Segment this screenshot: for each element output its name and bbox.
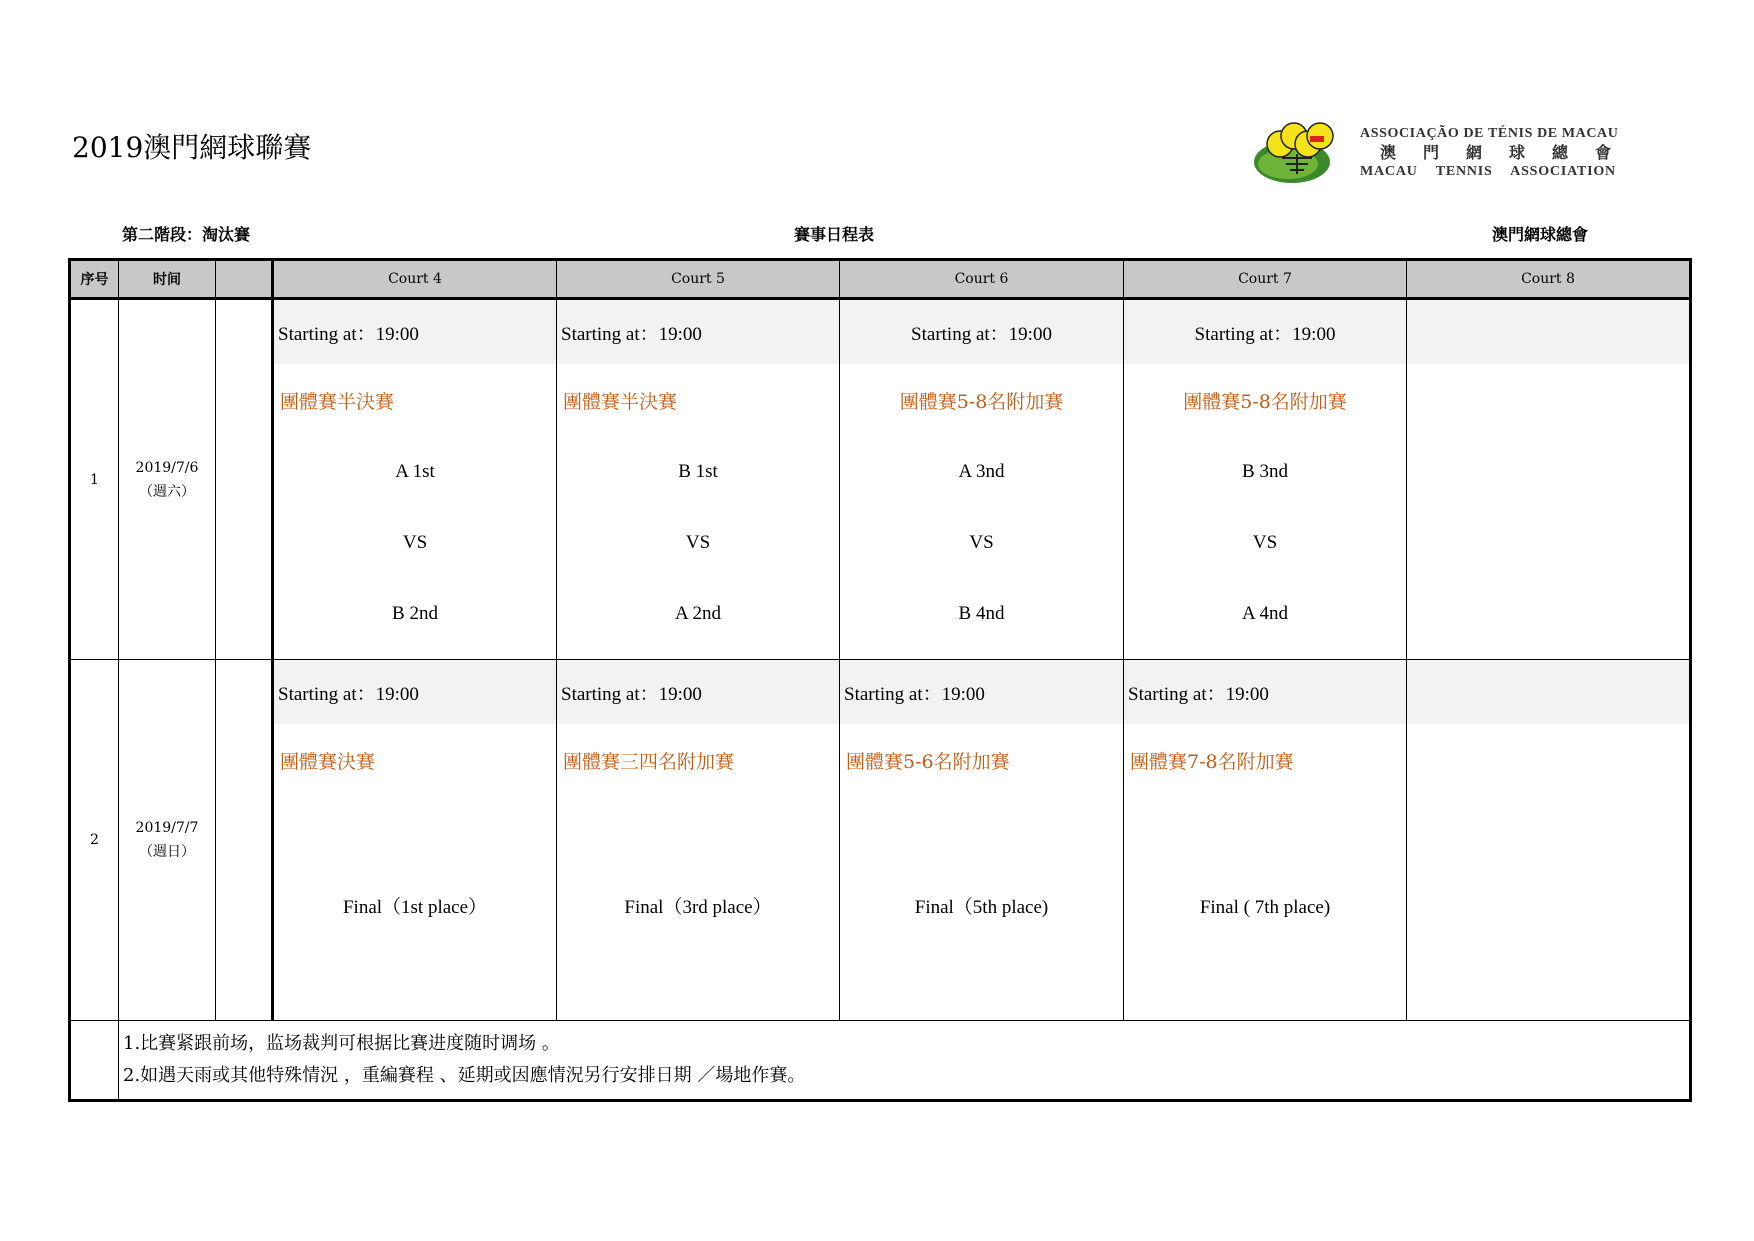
match-cell xyxy=(273,660,557,1021)
org-label: 澳門網球總會 xyxy=(1492,225,1589,244)
team-1: B 1st xyxy=(678,461,718,482)
start-time: Starting at：19:00 xyxy=(557,660,839,724)
match-cell xyxy=(840,660,1124,1021)
stage-name: 團體賽決賽 xyxy=(280,750,376,773)
match-cell-empty xyxy=(1407,299,1691,660)
start-time: Starting at：19:00 xyxy=(274,300,556,364)
stage-name: 團體賽5-8名附加賽 xyxy=(899,390,1064,413)
start-time: Starting at：19:00 xyxy=(1124,660,1406,724)
team-2: A 2nd xyxy=(675,603,721,624)
start-time: Starting at：19:00 xyxy=(840,660,1123,724)
header-time: 时间 xyxy=(119,260,216,299)
header-court-7: Court 7 xyxy=(1124,260,1407,299)
row-date xyxy=(119,299,216,660)
start-time-empty xyxy=(1407,660,1689,724)
row-blank xyxy=(216,660,273,1021)
notes-cell xyxy=(119,1021,1691,1101)
vs-label: VS xyxy=(685,532,711,553)
team-2: B 2nd xyxy=(392,603,438,624)
match-cell-empty xyxy=(1407,660,1691,1021)
notes-blank xyxy=(70,1021,119,1101)
date-value: 2019/7/7 xyxy=(135,820,199,836)
header-index: 序号 xyxy=(70,260,119,299)
team-1: B 3nd xyxy=(1242,461,1288,482)
stage-name: 團體賽半決賽 xyxy=(563,390,678,413)
header-court-8: Court 8 xyxy=(1407,260,1691,299)
weekday-value: （週日） xyxy=(139,844,195,860)
page-title: 2019澳門網球聯賽 xyxy=(72,131,312,164)
team-2: B 4nd xyxy=(958,603,1005,624)
match-cell xyxy=(1124,299,1407,660)
header-court-5: Court 5 xyxy=(557,260,840,299)
association-name-block xyxy=(1360,126,1640,180)
match-cell xyxy=(557,299,840,660)
final-label: Final ( 7th place) xyxy=(1199,897,1331,918)
weekday-value: （週六） xyxy=(139,483,195,500)
final-label: Final（3rd place） xyxy=(624,897,772,918)
team-2: A 4nd xyxy=(1242,603,1288,624)
stage-name: 團體賽5-8名附加賽 xyxy=(1183,390,1347,413)
team-1: A 1st xyxy=(395,461,435,482)
header-blank xyxy=(216,260,273,299)
row-index: 2 xyxy=(70,660,119,1021)
start-time: Starting at：19:00 xyxy=(274,660,556,724)
table-row xyxy=(70,299,1691,660)
note-item: 1.比賽紧跟前场，监场裁判可根据比賽进度随时调场 。 xyxy=(123,1033,560,1054)
stage-label: 第二階段：淘汰賽 xyxy=(122,225,251,244)
association-name-zh: 澳門網球總會 xyxy=(1380,143,1639,162)
table-row xyxy=(70,660,1691,1021)
final-label: Final（5th place) xyxy=(914,897,1049,918)
header-court-4: Court 4 xyxy=(273,260,557,299)
schedule-table xyxy=(68,258,1692,1102)
date-value: 2019/7/6 xyxy=(135,459,199,476)
row-date xyxy=(119,660,216,1021)
schedule-label: 賽事日程表 xyxy=(794,225,875,244)
row-index: 1 xyxy=(70,299,119,660)
team-1: A 3nd xyxy=(958,461,1005,482)
vs-label: VS xyxy=(1252,532,1278,553)
row-blank xyxy=(216,299,273,660)
notes-row xyxy=(70,1021,1691,1101)
start-time: Starting at：19:00 xyxy=(1124,300,1406,364)
match-cell xyxy=(1124,660,1407,1021)
match-cell xyxy=(273,299,557,660)
final-label: Final（1st place） xyxy=(342,897,488,918)
note-item: 2.如遇天雨或其他特殊情況 ，重編賽程 、延期或因應情況另行安排日期 ／場地作賽。 xyxy=(123,1065,806,1086)
header-row xyxy=(70,260,1691,299)
vs-label: VS xyxy=(402,532,428,553)
match-cell xyxy=(840,299,1124,660)
stage-name: 團體賽5-6名附加賽 xyxy=(846,750,1010,773)
association-logo xyxy=(1252,118,1340,184)
association-name-en: MACAU TENNIS ASSOCIATION xyxy=(1360,164,1616,179)
match-cell xyxy=(557,660,840,1021)
association-name-pt: ASSOCIAÇÃO DE TÉNIS DE MACAU xyxy=(1360,126,1619,141)
start-time: Starting at：19:00 xyxy=(557,300,839,364)
start-time: Starting at：19:00 xyxy=(840,300,1123,364)
start-time-empty xyxy=(1407,300,1689,364)
header-court-6: Court 6 xyxy=(840,260,1124,299)
stage-name: 團體賽半決賽 xyxy=(280,390,395,413)
stage-name: 團體賽三四名附加賽 xyxy=(563,750,735,773)
vs-label: VS xyxy=(969,532,994,553)
stage-name: 團體賽7-8名附加賽 xyxy=(1130,750,1294,773)
